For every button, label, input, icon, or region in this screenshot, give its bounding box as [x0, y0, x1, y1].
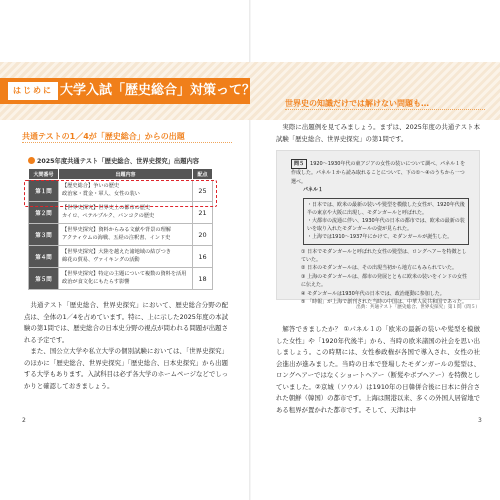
table-row [29, 246, 213, 268]
panel-item: ・大都市の流通に伴い、1930年代の日本の都市では、欧米の最新の装いを取り入れたモダンガールの姿が見られた。 [307, 218, 465, 233]
row-topic: 【世界史探究】大陸を越えた諸地域の結びつき [62, 249, 171, 255]
table-header-row [29, 169, 213, 180]
row-points: 16 [193, 246, 213, 268]
row-number: 第２問 [29, 202, 59, 224]
answer-option: ⑤ 「時報」が上海で創刊された当時の中国は、中華人民共和国であった。 [301, 299, 468, 306]
answer-option: ② 日本のモダンガールは、その出現当初から地方にもみられていた。 [301, 265, 458, 272]
table-header-content: 出題内容 [59, 169, 193, 180]
row-detail: アクティウムの海戦、五経の注釈書、インド史 [62, 234, 171, 241]
panel-box [303, 198, 469, 245]
left-heading-rule [22, 142, 232, 143]
row-content [59, 268, 193, 290]
table-header-num: 大問番号 [29, 169, 59, 180]
bullet-dot-icon [28, 157, 35, 164]
page-number-left: 2 [22, 417, 26, 424]
right-body-text [276, 324, 480, 416]
question-source: 出典：共通テスト「歴史総合、世界史探究」第１問（問５） [356, 305, 480, 310]
row-topic: 【世界史探究】資料からみる文献や背景の理解 [62, 227, 171, 233]
paragraph: 解答できましたか？ ①パネル１の「欧米の最新の装いや髪型を模倣した女性」や「1920年代後半」から、当時の欧米諸国の社会を思い出しましょう。この時期には、女性参政権が各国で導入され、女性の社会進出が進みました。当時の日本で登場したモダンガールの髪型は、ロングヘアーではなくショートヘアー（断髪やボブヘアー）を特徴としていました。②京城（ソウル）は1910年の日韓併合後に日本に併合された朝鮮（韓国）の都市です。上海は開港以来、多くの外国人居留地である租界が置かれた都市です。そして、天津は中 [276, 325, 480, 414]
question-number: 問５ [291, 159, 307, 169]
row-detail: カイロ、ペテルブルク、バンコクの歴史 [62, 212, 155, 219]
row-topic: 【世界史探究】特定の主題について複数の資料を活用 [62, 271, 187, 277]
question-stem [291, 159, 469, 186]
paragraph: 実際に出題例を見てみましょう。まずは、2025年度の共通テスト本試験「歴史総合、世界史探究」の第1問です。 [276, 123, 480, 143]
row-detail: 政治家・賞金・軍人、女性の装い [62, 190, 140, 197]
paragraph: また、国公立大学や私立大学の個別試験においては、「世界史探究」のほかに「歴史総合、世界史探究」「歴史総合、日本史探究」から出題する大学もあります。入試科目は必ず各大学のホームページなどでしっかりと確認しておきましょう。 [24, 347, 228, 390]
row-number: 第３問 [29, 224, 59, 246]
row-detail: 綿花の貿易、ヴァイキングの活動 [62, 256, 140, 263]
question-box [276, 150, 480, 306]
question-stem-text: 1920〜1930年代の東アジアの女性の装いについて調べ、パネル１を作成した。パネル１から読み取れることについて、下の①〜④のうちから一つ選べ。 [291, 161, 466, 185]
row-points: 25 [193, 180, 213, 202]
row-points: 18 [193, 268, 213, 290]
right-heading-rule [285, 109, 485, 110]
right-intro-text [276, 122, 480, 145]
row-content [59, 224, 193, 246]
chapter-banner [0, 62, 500, 120]
row-number: 第４問 [29, 246, 59, 268]
row-number: 第１問 [29, 180, 59, 202]
table-row [29, 224, 213, 246]
question-content [291, 159, 469, 306]
row-points: 21 [193, 202, 213, 224]
panel-item: ・日本では、欧米の最新の装いや髪型を模倣した女性が、1920年代後半の東京や大阪に出現し、モダンガールと呼ばれた。 [307, 201, 465, 216]
answer-option: ④ モダンガールは1930年代の日本では、政治運動に参加した。 [301, 290, 445, 297]
row-highlight-frame [24, 180, 217, 207]
row-content [59, 246, 193, 268]
row-points: 20 [193, 224, 213, 246]
row-number: 第５問 [29, 268, 59, 290]
right-section-heading: 世界史の知識だけでは解けない問題も… [285, 99, 429, 108]
table-header-pts: 配点 [193, 169, 213, 180]
row-detail: 政治が食文化にもたらす影響 [62, 278, 130, 285]
answer-option: ① 日本でモダンガールと呼ばれた女性の髪型は、ロングヘアーを特徴としていた。 [301, 248, 467, 264]
table-caption [28, 156, 199, 165]
row-topic: 【世界史探究】世界史上の都市の歴史 [62, 205, 151, 211]
answer-option: ③ 上海のモダンガールは、都市の発展とともに欧米の装いをインドの女性に伝えた。 [301, 273, 468, 289]
row-topic: 【歴史総合】争いの歴史 [62, 183, 120, 189]
panel-item: ・上海では1910〜1937年にかけて、モダンガールが誕生した。 [307, 234, 453, 241]
banner-title: 大学入試「歴史総合」対策って？ [60, 83, 256, 98]
left-body-text [24, 300, 228, 392]
banner-tag: はじめに [8, 82, 58, 100]
left-section-heading: 共通テストの1／4が「歴史総合」からの出題 [22, 132, 185, 141]
table-row [29, 268, 213, 290]
paragraph: 共通テスト「歴史総合、世界史探究」において、歴史総合分野の配点は、全体の1／4を占めています。特に、上に示した2025年度の本試験の第1問では、歴史総合の日本史分野の視点が問われる問題が出題される予定です。 [24, 301, 228, 344]
panel-title: パネル１ [303, 187, 324, 194]
table-caption-text: 2025年度共通テスト「歴史総合、世界史探究」出題内容 [37, 158, 200, 165]
page-number-right: 3 [478, 417, 482, 424]
